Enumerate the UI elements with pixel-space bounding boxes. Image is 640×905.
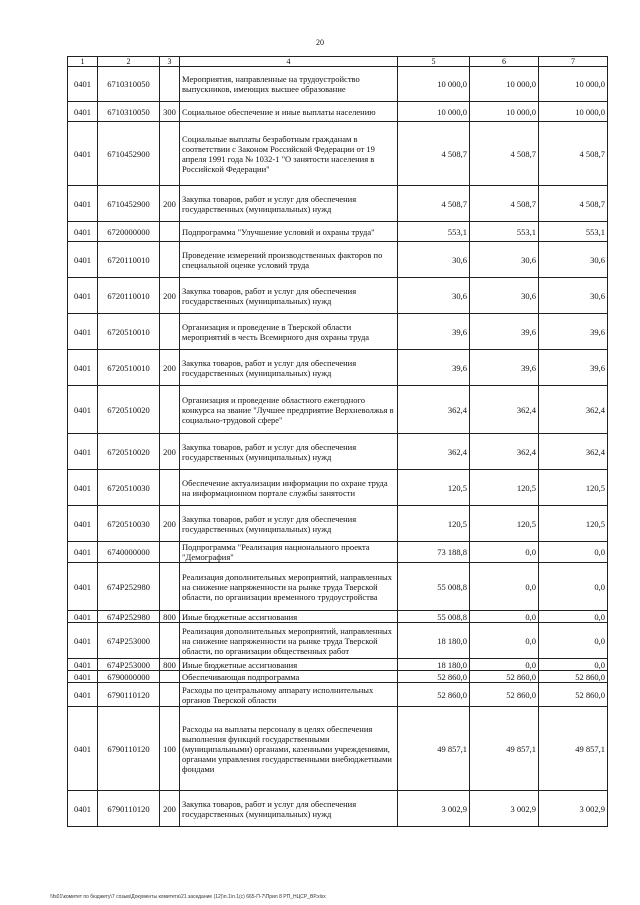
expense-type-cell	[160, 542, 180, 563]
expense-type-cell	[160, 67, 180, 102]
target-article-cell: 674P252980	[98, 563, 160, 611]
expense-type-cell: 800	[160, 611, 180, 623]
table-row	[68, 659, 608, 671]
description-cell: Проведение измерений производственных факторов по специальной оценке условий труда	[180, 242, 398, 278]
expense-type-cell	[160, 683, 180, 707]
amount-cell: 3 002,9	[539, 791, 608, 827]
razdel-cell: 0401	[68, 67, 98, 102]
amount-cell: 49 857,1	[539, 707, 608, 791]
amount-cell: 73 188,8	[398, 542, 470, 563]
amount-cell: 0,0	[539, 611, 608, 623]
amount-cell: 0,0	[470, 611, 539, 623]
amount-cell: 39,6	[539, 314, 608, 350]
table-row	[68, 470, 608, 506]
table-row	[68, 102, 608, 122]
column-header: 1	[68, 57, 98, 67]
expense-type-cell: 200	[160, 186, 180, 222]
target-article-cell: 674P253000	[98, 623, 160, 659]
expense-type-cell: 200	[160, 278, 180, 314]
target-article-cell: 6710452900	[98, 122, 160, 186]
amount-cell: 10 000,0	[398, 67, 470, 102]
description-cell: Организация и проведение областного ежегодного конкурса на звание "Лучшее предприятие Верхневолжья в социально-трудовой сфере"	[180, 386, 398, 434]
table-row	[68, 683, 608, 707]
table-row	[68, 671, 608, 683]
razdel-cell: 0401	[68, 242, 98, 278]
table-row	[68, 611, 608, 623]
column-header: 2	[98, 57, 160, 67]
description-cell: Иные бюджетные ассигнования	[180, 659, 398, 671]
expense-type-cell	[160, 623, 180, 659]
amount-cell: 4 508,7	[398, 122, 470, 186]
amount-cell: 120,5	[398, 506, 470, 542]
amount-cell: 39,6	[539, 350, 608, 386]
table-row	[68, 506, 608, 542]
amount-cell: 10 000,0	[398, 102, 470, 122]
target-article-cell: 6720510020	[98, 434, 160, 470]
expense-type-cell: 300	[160, 102, 180, 122]
amount-cell: 0,0	[470, 659, 539, 671]
amount-cell: 18 180,0	[398, 623, 470, 659]
amount-cell: 553,1	[470, 222, 539, 242]
target-article-cell: 6720510030	[98, 506, 160, 542]
amount-cell: 10 000,0	[470, 102, 539, 122]
razdel-cell: 0401	[68, 659, 98, 671]
description-cell: Закупка товаров, работ и услуг для обеспечения государственных (муниципальных) нужд	[180, 186, 398, 222]
amount-cell: 39,6	[398, 350, 470, 386]
amount-cell: 362,4	[470, 386, 539, 434]
amount-cell: 52 860,0	[398, 683, 470, 707]
expense-type-cell	[160, 242, 180, 278]
table-row	[68, 434, 608, 470]
amount-cell: 0,0	[470, 563, 539, 611]
amount-cell: 4 508,7	[470, 186, 539, 222]
amount-cell: 120,5	[470, 470, 539, 506]
table-row	[68, 623, 608, 659]
target-article-cell: 6790000000	[98, 671, 160, 683]
amount-cell: 120,5	[470, 506, 539, 542]
description-cell: Реализация дополнительных мероприятий, направленных на снижение напряженности на рынке труда Тверской области, по организации временного трудоустройства	[180, 563, 398, 611]
table-row	[68, 222, 608, 242]
razdel-cell: 0401	[68, 623, 98, 659]
amount-cell: 30,6	[539, 242, 608, 278]
amount-cell: 30,6	[539, 278, 608, 314]
expense-type-cell: 200	[160, 350, 180, 386]
column-header: 3	[160, 57, 180, 67]
amount-cell: 52 860,0	[470, 683, 539, 707]
razdel-cell: 0401	[68, 350, 98, 386]
footer-file-path: \\fs01\комитет по бюджету\7 созыв\Документы комитета\21 заседание (12)\п.1\п.1(с) 665-П-7\Прил 8 РП_НЦСР_ВР.xlsx	[50, 894, 326, 900]
expense-type-cell	[160, 122, 180, 186]
expense-type-cell: 200	[160, 791, 180, 827]
razdel-cell: 0401	[68, 278, 98, 314]
description-cell: Подпрограмма "Улучшение условий и охраны труда"	[180, 222, 398, 242]
amount-cell: 39,6	[470, 350, 539, 386]
amount-cell: 362,4	[539, 386, 608, 434]
target-article-cell: 6720000000	[98, 222, 160, 242]
column-header: 6	[470, 57, 539, 67]
razdel-cell: 0401	[68, 671, 98, 683]
amount-cell: 18 180,0	[398, 659, 470, 671]
table-header-row	[68, 57, 608, 67]
amount-cell: 10 000,0	[539, 102, 608, 122]
target-article-cell: 674P252980	[98, 611, 160, 623]
target-article-cell: 674P253000	[98, 659, 160, 671]
column-header: 5	[398, 57, 470, 67]
target-article-cell: 6710452900	[98, 186, 160, 222]
table-row	[68, 386, 608, 434]
target-article-cell: 6720110010	[98, 242, 160, 278]
expense-type-cell	[160, 386, 180, 434]
target-article-cell: 6710310050	[98, 102, 160, 122]
amount-cell: 0,0	[539, 542, 608, 563]
amount-cell: 52 860,0	[398, 671, 470, 683]
razdel-cell: 0401	[68, 102, 98, 122]
target-article-cell: 6790110120	[98, 683, 160, 707]
description-cell: Закупка товаров, работ и услуг для обеспечения государственных (муниципальных) нужд	[180, 350, 398, 386]
description-cell: Иные бюджетные ассигнования	[180, 611, 398, 623]
razdel-cell: 0401	[68, 186, 98, 222]
amount-cell: 55 008,8	[398, 563, 470, 611]
amount-cell: 49 857,1	[398, 707, 470, 791]
description-cell: Расходы по центральному аппарату исполнительных органов Тверской области	[180, 683, 398, 707]
amount-cell: 30,6	[470, 278, 539, 314]
table-row	[68, 314, 608, 350]
expense-type-cell: 100	[160, 707, 180, 791]
description-cell: Закупка товаров, работ и услуг для обеспечения государственных (муниципальных) нужд	[180, 278, 398, 314]
razdel-cell: 0401	[68, 470, 98, 506]
amount-cell: 120,5	[398, 470, 470, 506]
amount-cell: 0,0	[539, 659, 608, 671]
target-article-cell: 6740000000	[98, 542, 160, 563]
target-article-cell: 6790110120	[98, 707, 160, 791]
amount-cell: 39,6	[398, 314, 470, 350]
description-cell: Закупка товаров, работ и услуг для обеспечения государственных (муниципальных) нужд	[180, 434, 398, 470]
amount-cell: 362,4	[398, 434, 470, 470]
amount-cell: 30,6	[398, 242, 470, 278]
amount-cell: 4 508,7	[398, 186, 470, 222]
razdel-cell: 0401	[68, 386, 98, 434]
description-cell: Расходы на выплаты персоналу в целях обеспечения выполнения функций государственными (муниципальными) органами, казенными учреждениями, органами управления государственными внебюджетными фондами	[180, 707, 398, 791]
expense-type-cell	[160, 470, 180, 506]
amount-cell: 553,1	[539, 222, 608, 242]
razdel-cell: 0401	[68, 122, 98, 186]
target-article-cell: 6720110010	[98, 278, 160, 314]
table-row	[68, 278, 608, 314]
target-article-cell: 6720510010	[98, 314, 160, 350]
amount-cell: 52 860,0	[539, 671, 608, 683]
amount-cell: 3 002,9	[470, 791, 539, 827]
amount-cell: 52 860,0	[539, 683, 608, 707]
razdel-cell: 0401	[68, 707, 98, 791]
amount-cell: 120,5	[539, 470, 608, 506]
table-row	[68, 186, 608, 222]
target-article-cell: 6720510030	[98, 470, 160, 506]
amount-cell: 49 857,1	[470, 707, 539, 791]
page-number: 20	[316, 38, 324, 47]
amount-cell: 362,4	[398, 386, 470, 434]
description-cell: Закупка товаров, работ и услуг для обеспечения государственных (муниципальных) нужд	[180, 791, 398, 827]
expense-type-cell	[160, 563, 180, 611]
razdel-cell: 0401	[68, 542, 98, 563]
table-row	[68, 791, 608, 827]
amount-cell: 39,6	[470, 314, 539, 350]
razdel-cell: 0401	[68, 314, 98, 350]
column-header: 4	[180, 57, 398, 67]
amount-cell: 55 008,8	[398, 611, 470, 623]
amount-cell: 553,1	[398, 222, 470, 242]
expense-type-cell: 200	[160, 506, 180, 542]
description-cell: Организация и проведение в Тверской области мероприятий в честь Всемирного дня охраны труда	[180, 314, 398, 350]
expense-type-cell: 800	[160, 659, 180, 671]
table-row	[68, 350, 608, 386]
amount-cell: 0,0	[539, 563, 608, 611]
description-cell: Мероприятия, направленные на трудоустройство выпускников, имеющих высшее образование	[180, 67, 398, 102]
amount-cell: 362,4	[539, 434, 608, 470]
expense-type-cell	[160, 314, 180, 350]
razdel-cell: 0401	[68, 683, 98, 707]
table-row	[68, 542, 608, 563]
description-cell: Социальное обеспечение и иные выплаты населению	[180, 102, 398, 122]
amount-cell: 120,5	[539, 506, 608, 542]
razdel-cell: 0401	[68, 434, 98, 470]
description-cell: Обеспечение актуализации информации по охране труда на информационном портале службы занятости	[180, 470, 398, 506]
razdel-cell: 0401	[68, 222, 98, 242]
expense-type-cell	[160, 671, 180, 683]
amount-cell: 4 508,7	[539, 186, 608, 222]
amount-cell: 52 860,0	[470, 671, 539, 683]
amount-cell: 4 508,7	[470, 122, 539, 186]
amount-cell: 0,0	[539, 623, 608, 659]
table-row	[68, 563, 608, 611]
column-header: 7	[539, 57, 608, 67]
amount-cell: 3 002,9	[398, 791, 470, 827]
table-row	[68, 67, 608, 102]
amount-cell: 4 508,7	[539, 122, 608, 186]
amount-cell: 362,4	[470, 434, 539, 470]
description-cell: Обеспечивающая подпрограмма	[180, 671, 398, 683]
expense-type-cell: 200	[160, 434, 180, 470]
description-cell: Закупка товаров, работ и услуг для обеспечения государственных (муниципальных) нужд	[180, 506, 398, 542]
budget-table	[67, 56, 608, 827]
expense-type-cell	[160, 222, 180, 242]
description-cell: Реализация дополнительных мероприятий, направленных на снижение напряженности на рынке труда Тверской области, по организации общественных работ	[180, 623, 398, 659]
amount-cell: 30,6	[470, 242, 539, 278]
target-article-cell: 6710310050	[98, 67, 160, 102]
target-article-cell: 6720510020	[98, 386, 160, 434]
razdel-cell: 0401	[68, 506, 98, 542]
amount-cell: 10 000,0	[539, 67, 608, 102]
table-row	[68, 122, 608, 186]
table-row	[68, 242, 608, 278]
table-row	[68, 707, 608, 791]
description-cell: Подпрограмма "Реализация национального проекта "Демография"	[180, 542, 398, 563]
amount-cell: 10 000,0	[470, 67, 539, 102]
amount-cell: 30,6	[398, 278, 470, 314]
razdel-cell: 0401	[68, 563, 98, 611]
description-cell: Социальные выплаты безработным гражданам в соответствии с Законом Российской Федерации от 19 апреля 1991 года № 1032-1 "О занятости населения в Российской Федерации"	[180, 122, 398, 186]
razdel-cell: 0401	[68, 611, 98, 623]
amount-cell: 0,0	[470, 542, 539, 563]
razdel-cell: 0401	[68, 791, 98, 827]
target-article-cell: 6720510010	[98, 350, 160, 386]
target-article-cell: 6790110120	[98, 791, 160, 827]
amount-cell: 0,0	[470, 623, 539, 659]
